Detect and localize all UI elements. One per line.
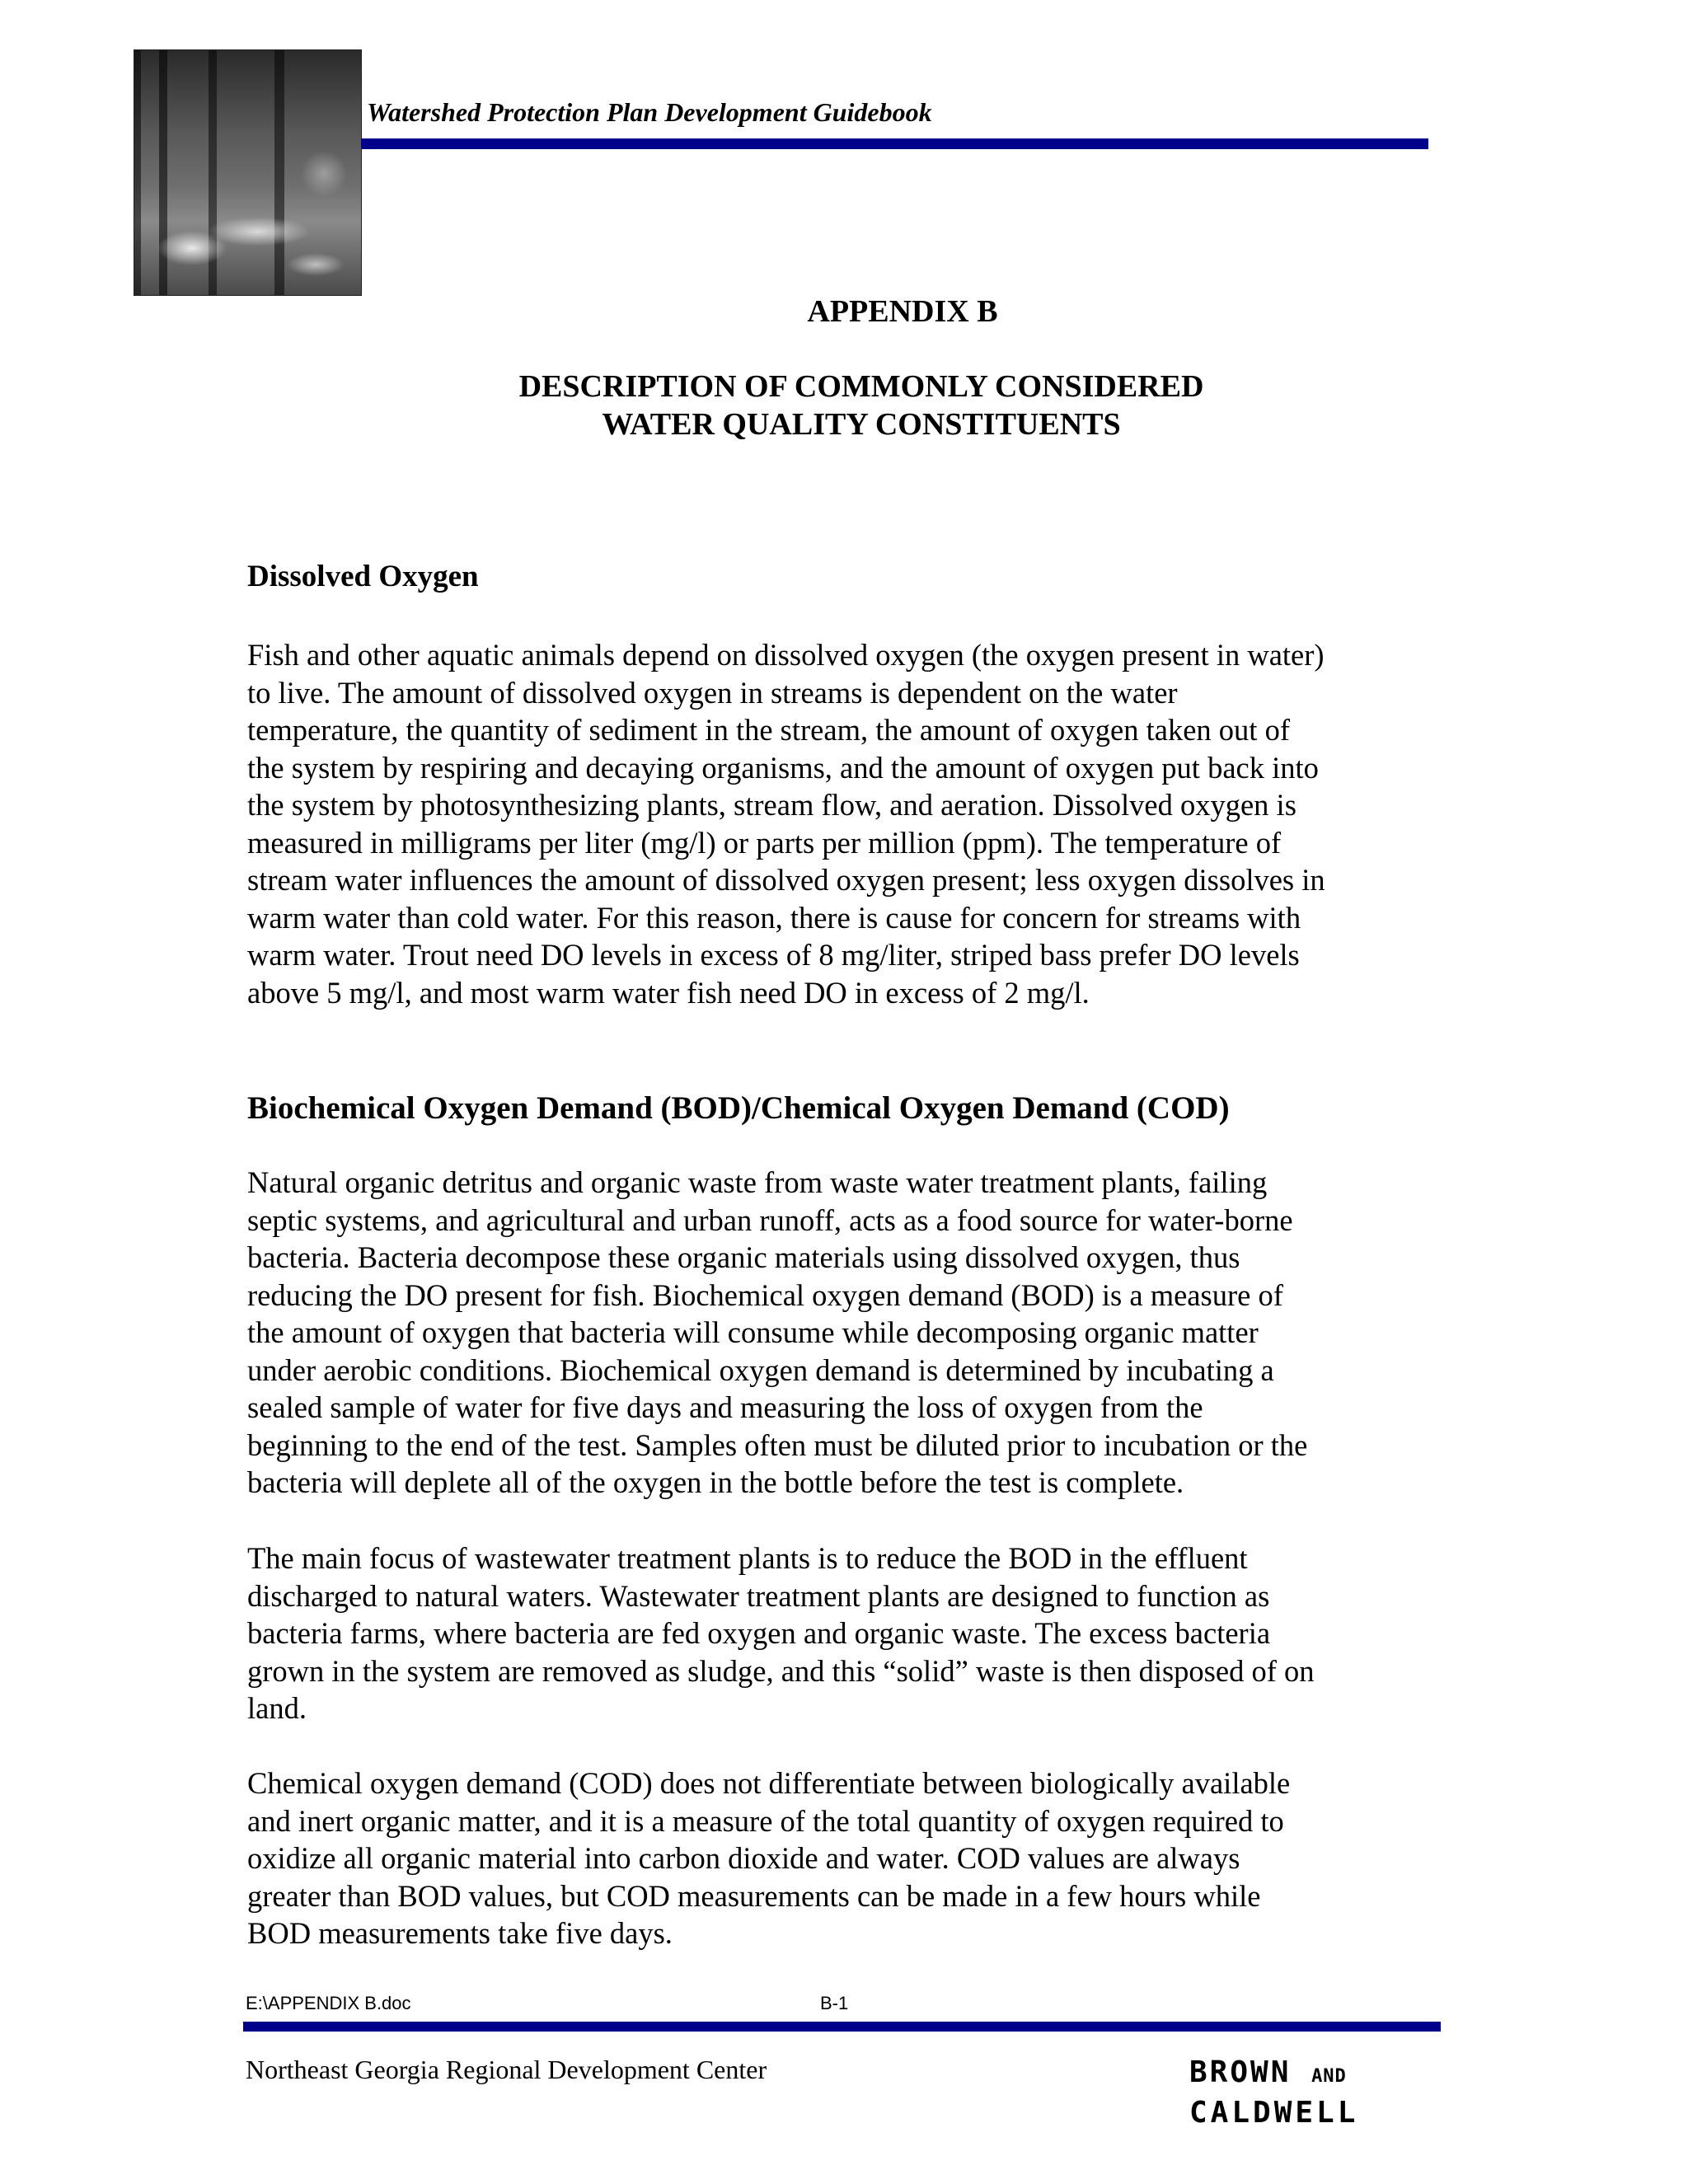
logo-brown: BROWN [1189,2055,1292,2089]
text-line: reducing the DO present for fish. Biochemical oxygen demand (BOD) is a measure of [247,1277,1283,1312]
text-line: beginning to the end of the test. Samples often must be diluted prior to incubation or the [247,1427,1308,1462]
logo-caldwell: CALDWELL [1189,2096,1359,2130]
text-line: the system by photosynthesizing plants, stream flow, and aeration. Dissolved oxygen is [247,788,1296,822]
text-line: and inert organic matter, and it is a measure of the total quantity of oxygen required to [247,1803,1284,1838]
text-line: stream water influences the amount of dissolved oxygen present; less oxygen dissolves in [247,863,1325,897]
stream-photo [134,49,362,296]
footer-organization: Northeast Georgia Regional Development Center [246,2055,767,2084]
text-line: sealed sample of water for five days and measuring the loss of oxygen from the [247,1390,1203,1424]
text-line: Natural organic detritus and organic waste from waste water treatment plants, failing [247,1165,1268,1199]
appendix-label: APPENDIX B [807,294,998,329]
text-line: under aerobic conditions. Biochemical oxygen demand is determined by incubating a [247,1352,1274,1387]
text-line: discharged to natural waters. Wastewater treatment plants are designed to function as [247,1578,1270,1613]
document-title-line2: WATER QUALITY CONSTITUENTS [602,407,1121,442]
document-title-line1: DESCRIPTION OF COMMONLY CONSIDERED [518,369,1204,404]
text-line: The main focus of wastewater treatment plants is to reduce the BOD in the effluent [247,1541,1248,1575]
text-line: warm water. Trout need DO levels in excess of 8 mg/liter, striped bass prefer DO levels [247,938,1300,972]
paragraph-bod-intro [247,1164,1442,1502]
text-line: grown in the system are removed as sludge, and this “solid” waste is then disposed of on [247,1653,1315,1688]
text-line: Chemical oxygen demand (COD) does not differentiate between biologically available [247,1766,1291,1800]
text-line: BOD measurements take five days. [247,1916,673,1950]
footer-file-path: E:\APPENDIX B.doc [246,1993,411,2013]
text-line: measured in milligrams per liter (mg/l) or parts per million (ppm). The temperature of [247,825,1282,860]
footer-rule [243,2022,1441,2032]
logo-and: AND [1311,2066,1347,2087]
footer-page-number: B-1 [820,1993,849,2013]
text-line: the amount of oxygen that bacteria will consume while decomposing organic matter [247,1315,1259,1349]
text-line: temperature, the quantity of sediment in the stream, the amount of oxygen taken out of [247,713,1290,747]
paragraph-wastewater-plants [247,1540,1442,1727]
text-line: warm water than cold water. For this reason, there is cause for concern for streams with [247,900,1301,935]
text-line: greater than BOD values, but COD measurements can be made in a few hours while [247,1878,1261,1913]
paragraph-cod [247,1765,1442,1952]
text-line: land. [247,1691,307,1725]
text-line: septic systems, and agricultural and urban runoff, acts as a food source for water-borne [247,1202,1293,1237]
header-rule [361,138,1428,149]
text-line: bacteria will deplete all of the oxygen in the bottle before the test is complete. [247,1465,1184,1499]
section-heading-bod-cod: Biochemical Oxygen Demand (BOD)/Chemical Oxygen Demand (COD) [247,1090,1230,1126]
text-line: above 5 mg/l, and most warm water fish need DO in excess of 2 mg/l. [247,975,1090,1010]
text-line: Fish and other aquatic animals depend on dissolved oxygen (the oxygen present in water) [247,638,1325,672]
document-title [140,368,1582,443]
paragraph-dissolved-oxygen [247,636,1442,1011]
brown-and-caldwell-logo [1189,2055,1367,2129]
section-heading-dissolved-oxygen: Dissolved Oxygen [247,560,479,593]
text-line: bacteria farms, where bacteria are fed oxygen and organic waste. The excess bacteria [247,1616,1271,1650]
text-line: bacteria. Bacteria decompose these organic materials using dissolved oxygen, thus [247,1240,1240,1274]
guidebook-title: Watershed Protection Plan Development Guidebook [367,97,932,127]
text-line: the system by respiring and decaying organisms, and the amount of oxygen put back into [247,750,1319,785]
text-line: oxidize all organic material into carbon dioxide and water. COD values are always [247,1841,1240,1875]
text-line: to live. The amount of dissolved oxygen in streams is dependent on the water [247,675,1178,710]
